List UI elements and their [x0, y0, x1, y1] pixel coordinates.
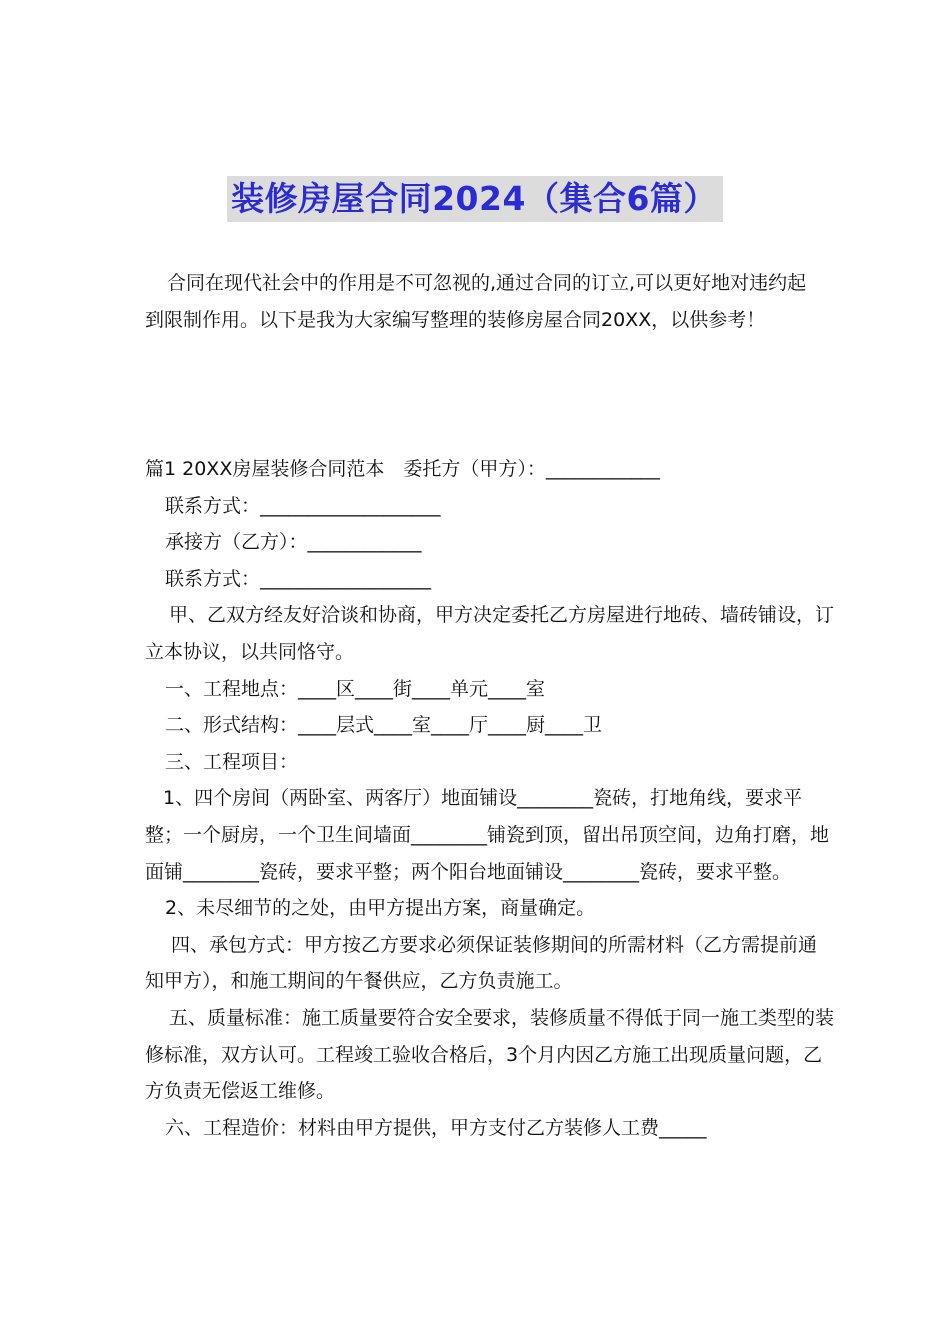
- contact-line-a: 联系方式：___________________: [165, 494, 441, 517]
- intro-paragraph: [145, 265, 813, 339]
- agreement-text: 甲、乙双方经友好洽谈和协商，甲方决定委托乙方房屋进行地砖、墙砖铺设，订立本协议，以共同恪守。: [145, 604, 835, 663]
- document-title: 装修房屋合同2024（集合6篇）: [227, 176, 723, 222]
- clause-4-contract-mode: [145, 927, 835, 1000]
- clause-5-text: 五、质量标准：施工质量要符合安全要求，装修质量不得低于同一施工类型的装修标准，双方认可。工程竣工验收合格后，3个月内因乙方施工出现质量问题，乙方负责无偿返工维修。: [145, 1006, 835, 1103]
- agreement-paragraph: [145, 597, 835, 670]
- party-b-line: 承接方（乙方）：____________: [165, 531, 422, 554]
- clause-1-location: 一、工程地点：____区____街____单元____室: [165, 677, 546, 700]
- clause-3-item-2: 2、未尽细节的之处，由甲方提出方案，商量确定。: [165, 897, 596, 920]
- contact-line-b: 联系方式：__________________: [165, 567, 432, 590]
- clause-4-text: 四、承包方式：甲方按乙方要求必须保证装修期间的所需材料（乙方需提前通知甲方），和施工期间的午餐供应，乙方负责施工。: [145, 933, 818, 993]
- section-heading-line: 篇1 20XX房屋装修合同范本 委托方（甲方）：____________: [145, 458, 660, 480]
- clause-6-cost: 六、工程造价：材料由甲方提供，甲方支付乙方装修人工费_____: [165, 1116, 707, 1139]
- clause-3-heading: 三、工程项目：: [165, 750, 299, 773]
- clause-3-item-1-text: 1、四个房间（两卧室、两客厅）地面铺设________瓷砖，打地角线，要求平整；一个厨房，一个卫生间墙面________铺瓷到顶，留出吊顶空间，边角打磨，地面铺________瓷砖，要求平整；两个阳台地面铺设________瓷砖，要求平整。: [145, 787, 830, 883]
- title-container: [0, 176, 950, 222]
- clause-3-item-1: [145, 780, 835, 890]
- clause-2-structure: 二、形式结构：____层式____室____厅____厨____卫: [165, 714, 603, 737]
- contract-body: [145, 451, 835, 1146]
- intro-text: 合同在现代社会中的作用是不可忽视的,通过合同的订立,可以更好地对违约起到限制作用。以下是我为大家编写整理的装修房屋合同20XX，以供参考！: [145, 272, 807, 331]
- clause-5-quality: [145, 1000, 835, 1110]
